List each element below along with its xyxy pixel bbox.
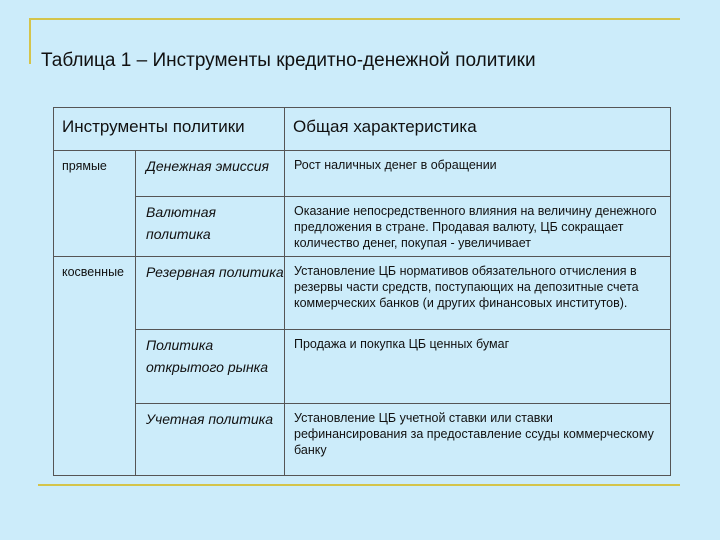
category-direct: прямые: [54, 151, 136, 197]
decor-left-line: [29, 18, 31, 64]
decor-top-line: [29, 18, 680, 20]
page-title: Таблица 1 – Инструменты кредитно-денежной политики: [41, 50, 536, 71]
policy-instruments-table: [53, 107, 671, 476]
desc-cell: Продажа и покупка ЦБ ценных бумаг: [285, 330, 671, 404]
category-indirect: косвенные: [54, 257, 136, 330]
tool-cell: Политика открытого рынка: [136, 330, 285, 404]
desc-cell: Оказание непосредственного влияния на величину денежного предложения в стране. Продавая валюту, ЦБ сокращает количество денег, покупая - увеличивает: [285, 197, 671, 257]
table-row: [54, 197, 671, 257]
desc-cell: Рост наличных денег в обращении: [285, 151, 671, 197]
category-direct-cont: [54, 197, 136, 257]
header-description: Общая характеристика: [285, 108, 671, 151]
category-indirect-cont: [54, 404, 136, 476]
table-row: [54, 151, 671, 197]
desc-cell: Установление ЦБ учетной ставки или ставки рефинансирования за предоставление ссуды коммерческому банку: [285, 404, 671, 476]
tool-cell: Денежная эмиссия: [136, 151, 285, 197]
table-row: [54, 404, 671, 476]
header-instruments: Инструменты политики: [54, 108, 285, 151]
table-header-row: [54, 108, 671, 151]
category-indirect-cont: [54, 330, 136, 404]
tool-cell: Валютная политика: [136, 197, 285, 257]
tool-cell: Резервная политика: [136, 257, 285, 330]
desc-cell: Установление ЦБ нормативов обязательного отчисления в резервы части средств, поступающих на депозитные счета коммерческих банков (и других финансовых институтов).: [285, 257, 671, 330]
table-row: [54, 330, 671, 404]
table-row: [54, 257, 671, 330]
decor-bottom-line: [38, 484, 680, 486]
tool-cell: Учетная политика: [136, 404, 285, 476]
